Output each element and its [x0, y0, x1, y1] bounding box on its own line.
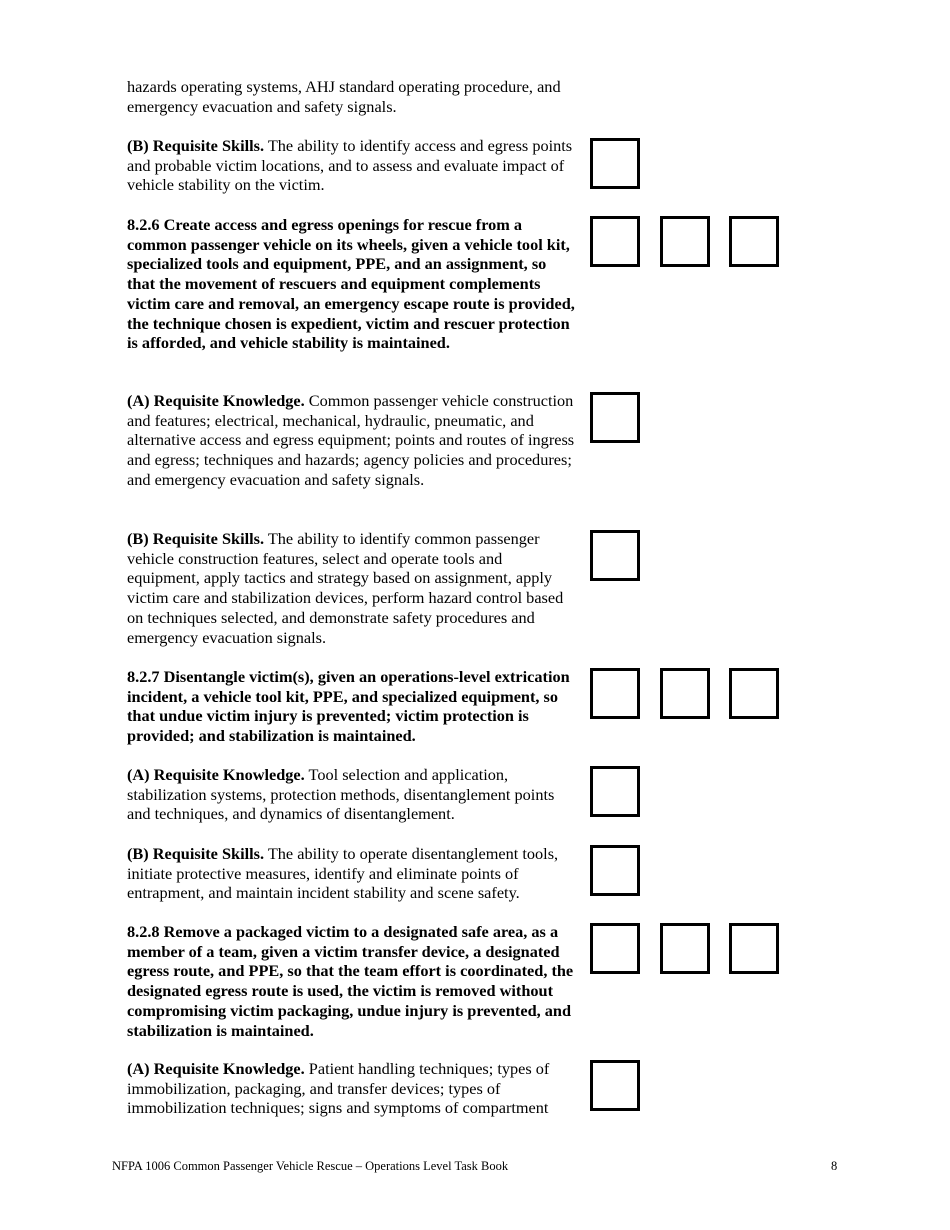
signoff-checkbox[interactable]	[590, 530, 640, 581]
paragraph-text: The ability to identify common passenger vehicle construction features, select and operate tools and equipment, apply tactics and strategy based on assignment, apply victim care and stabilization devices, perform hazard control based on techniques selected, and demonstrate safety procedures and emergency evacuation signals.	[127, 529, 564, 647]
standard-8-2-8	[127, 922, 577, 1040]
standard-text: 8.2.7 Disentangle victim(s), given an operations-level extrication incident, a vehicle tool kit, PPE, and specialized equipment, so that undue victim injury is prevented; victim protection is provided; and stabilization is maintained.	[127, 667, 570, 746]
page-number: 8	[831, 1159, 838, 1173]
signoff-checkbox[interactable]	[590, 923, 640, 974]
paragraph-text: The ability to operate disentanglement tools, initiate protective measures, identify and eliminate points of entrapment, and maintain incident stability and scene safety.	[127, 844, 559, 903]
signoff-checkbox[interactable]	[660, 668, 710, 719]
signoff-checkbox[interactable]	[590, 668, 640, 719]
paragraph-text: The ability to identify access and egress points and probable victim locations, and to assess and evaluate impact of vehicle stability on the victim.	[127, 136, 573, 195]
requisite-skills-heading: (B) Requisite Skills.	[127, 529, 265, 548]
signoff-checkbox[interactable]	[590, 216, 640, 267]
requisite-skills-heading: (B) Requisite Skills.	[127, 844, 265, 863]
standard-8-2-7	[127, 667, 577, 746]
requisite-knowledge-paragraph	[127, 1059, 577, 1118]
signoff-checkbox[interactable]	[729, 668, 779, 719]
paragraph-text: Common passenger vehicle construction and features; electrical, mechanical, hydraulic, pneumatic, and alternative access and egress equipment; points and routes of ingress and egress; techniques and hazards; agency policies and procedures; and emergency evacuation and safety signals.	[127, 391, 575, 489]
requisite-knowledge-paragraph	[127, 765, 577, 824]
signoff-checkbox[interactable]	[660, 216, 710, 267]
requisite-knowledge-heading: (A) Requisite Knowledge.	[127, 765, 305, 784]
paragraph-continuation	[127, 77, 577, 116]
standard-8-2-6	[127, 215, 577, 353]
requisite-skills-paragraph	[127, 844, 577, 903]
paragraph-text: Patient handling techniques; types of immobilization, packaging, and transfer devices; types of immobilization techniques; signs and symptoms of compartment	[127, 1059, 550, 1118]
signoff-checkbox[interactable]	[590, 766, 640, 817]
signoff-checkbox[interactable]	[590, 845, 640, 896]
requisite-skills-heading: (B) Requisite Skills.	[127, 136, 265, 155]
requisite-knowledge-heading: (A) Requisite Knowledge.	[127, 391, 305, 410]
requisite-skills-paragraph	[127, 136, 577, 195]
signoff-checkbox[interactable]	[660, 923, 710, 974]
signoff-checkbox[interactable]	[590, 392, 640, 443]
signoff-checkbox[interactable]	[729, 216, 779, 267]
signoff-checkbox[interactable]	[729, 923, 779, 974]
paragraph-text: Tool selection and application, stabilization systems, protection methods, disentanglement points and techniques, and dynamics of disentanglement.	[127, 765, 555, 824]
standard-text: 8.2.6 Create access and egress openings for rescue from a common passenger vehicle on its wheels, given a vehicle tool kit, specialized tools and equipment, PPE, and an assignment, so that the movement of rescuers and equipment complements victim care and removal, an emergency escape route is provided, the technique chosen is expedient, victim and rescuer protection is afforded, and vehicle stability is maintained.	[127, 215, 575, 353]
requisite-knowledge-paragraph	[127, 391, 577, 490]
signoff-checkbox[interactable]	[590, 1060, 640, 1111]
requisite-skills-paragraph	[127, 529, 577, 647]
requisite-knowledge-heading: (A) Requisite Knowledge.	[127, 1059, 305, 1078]
signoff-checkbox[interactable]	[590, 138, 640, 189]
paragraph-text: hazards operating systems, AHJ standard operating procedure, and emergency evacuation and safety signals.	[127, 77, 561, 116]
standard-text: 8.2.8 Remove a packaged victim to a designated safe area, as a member of a team, given a victim transfer device, a designated egress route, and PPE, so that the team effort is coordinated, the designated egress route is used, the victim is removed without compromising victim packaging, undue injury is prevented, and stabilization is maintained.	[127, 922, 574, 1040]
footer-title: NFPA 1006 Common Passenger Vehicle Rescue – Operations Level Task Book	[112, 1159, 509, 1173]
